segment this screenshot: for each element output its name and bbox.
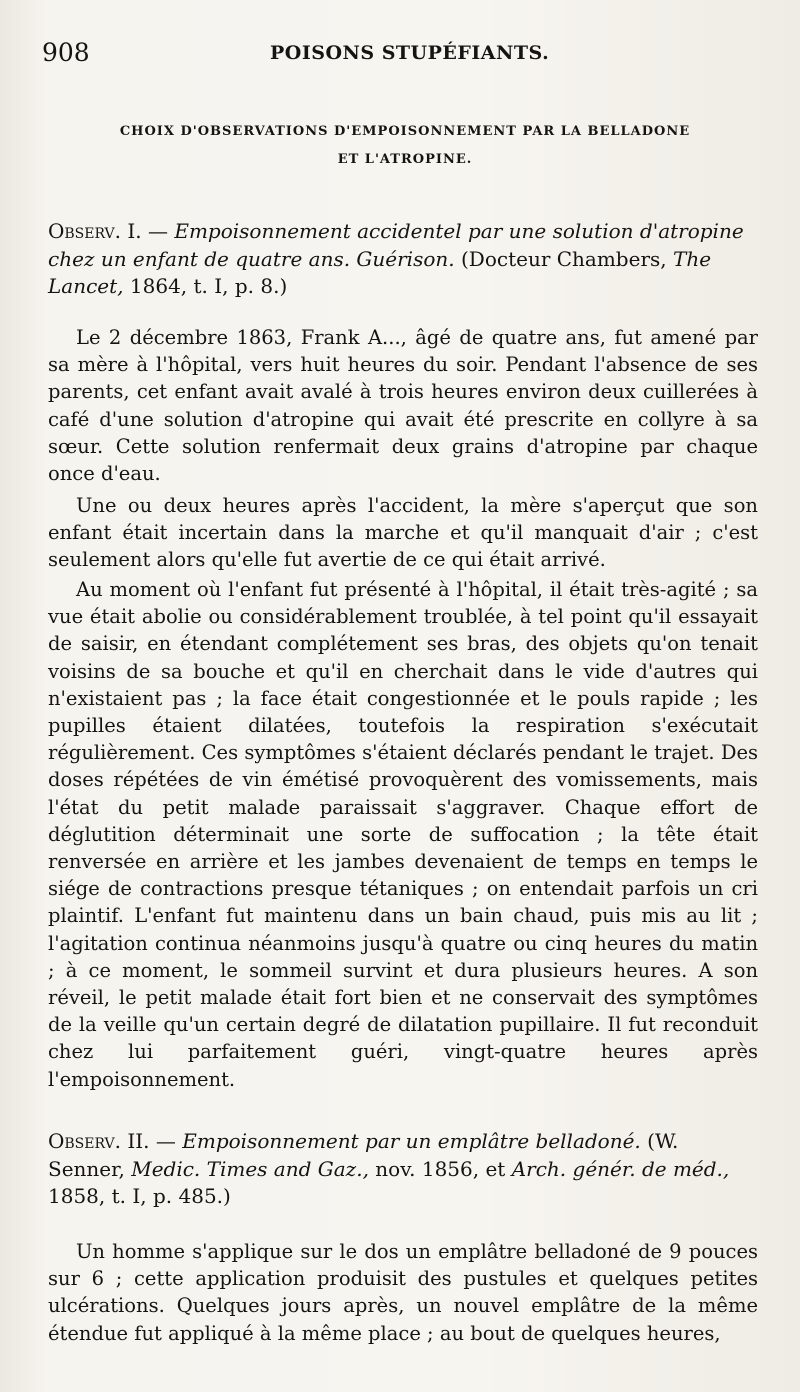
observation-1-paragraph-1: Le 2 décembre 1863, Frank A..., âgé de quatre ans, fut amené par sa mère à l'hôpital, vers huit heures du soir. Pendant l'absence de ses parents, cet enfant avait avalé à trois heures environ deux cuillerées à café d'une solution d'atropine qui avait été prescrite en collyre à sa sœur. Cette solution renfermait deux grains d'atropine par chaque once d'eau. [48, 326, 758, 486]
observation-2-source-journal2: Arch. génér. de méd., [511, 1156, 730, 1181]
observation-1-heading [48, 218, 758, 301]
observation-2-paragraph-1: Un homme s'applique sur le dos un emplâtre belladoné de 9 pouces sur 6 ; cette application produisit des pustules et quelques petites ulcérations. Quelques jours après, un nouvel emplâtre de la même étendue fut appliqué à la même place ; au bout de quelques heures, [48, 1240, 758, 1345]
observation-2-source-ref: 1858, t. I, p. 485.) [48, 1184, 231, 1208]
observation-2-heading [48, 1128, 758, 1211]
observation-2-source-author: (W. Senner, [48, 1129, 679, 1181]
section-heading-line1: CHOIX D'OBSERVATIONS D'EMPOISONNEMENT PAR LA BELLADONE [119, 124, 691, 139]
observation-2-source-mid: nov. 1856, et [375, 1156, 506, 1181]
observation-1-title: Empoisonnement accidentel par une solution d'atropine chez un enfant de quatre ans. Guérison. [48, 219, 744, 271]
running-head [42, 38, 762, 72]
running-title: POISONS STUPÉFIANTS. [270, 42, 550, 64]
observation-1-paragraph-3: Au moment où l'enfant fut présenté à l'hôpital, il était très-agité ; sa vue était abolie ou considérablement troublée, à tel point qu'il essayait de saisir, en étendant complétement ses bras, des objets qu'on tenait voisins de sa bouche et qu'il en cherchait dans le vide d'autres qui n'existaient pas ; la face était congestionnée et le pouls rapide ; les pupilles étaient dilatées, toutefois la respiration s'exécutait régulièrement. Ces symptômes s'étaient déclarés pendant le trajet. Des doses répétées de vin émétisé provoquèrent des vomissements, mais l'état du petit malade paraissait s'aggraver. Chaque effort de déglutition déterminait une sorte de suffocation ; la tête était renversée en arrière et les jambes devenaient de temps en temps le siége de contractions presque tétaniques ; on entendait parfois un cri plaintif. L'enfant fut maintenu dans un bain chaud, puis mis au lit ; l'agitation continua néanmoins jusqu'à quatre ou cinq heures du matin ; à ce moment, le sommeil survint et dura plusieurs heures. A son réveil, le petit malade était fort bien et ne conservait des symptômes de la veille qu'un certain degré de dilatation pupillaire. Il fut reconduit chez lui parfaitement guéri, vingt-quatre heures après l'empoisonnement. [48, 578, 758, 1091]
observation-1-source-ref: 1864, t. I, p. 8.) [129, 274, 288, 298]
observation-1-paragraph-2: Une ou deux heures après l'accident, la mère s'aperçut que son enfant était incertain dans la marche et qu'il manquait d'air ; c'est seulement alors qu'elle fut avertie de ce qui était arrivé. [48, 494, 758, 572]
observation-2-label: Observ. II. — [48, 1129, 176, 1153]
section-heading-line2: ET L'ATROPINE. [337, 152, 473, 167]
observation-1-source-journal: The Lancet, [48, 246, 712, 298]
observation-2-title: Empoisonnement par un emplâtre belladoné. [182, 1129, 641, 1153]
observation-1-source-author: (Docteur Chambers, [460, 246, 667, 271]
observation-1-label: Observ. I. — [48, 219, 168, 243]
observation-2-source-journal: Medic. Times and Gaz., [131, 1156, 369, 1181]
page-number: 908 [42, 38, 90, 67]
